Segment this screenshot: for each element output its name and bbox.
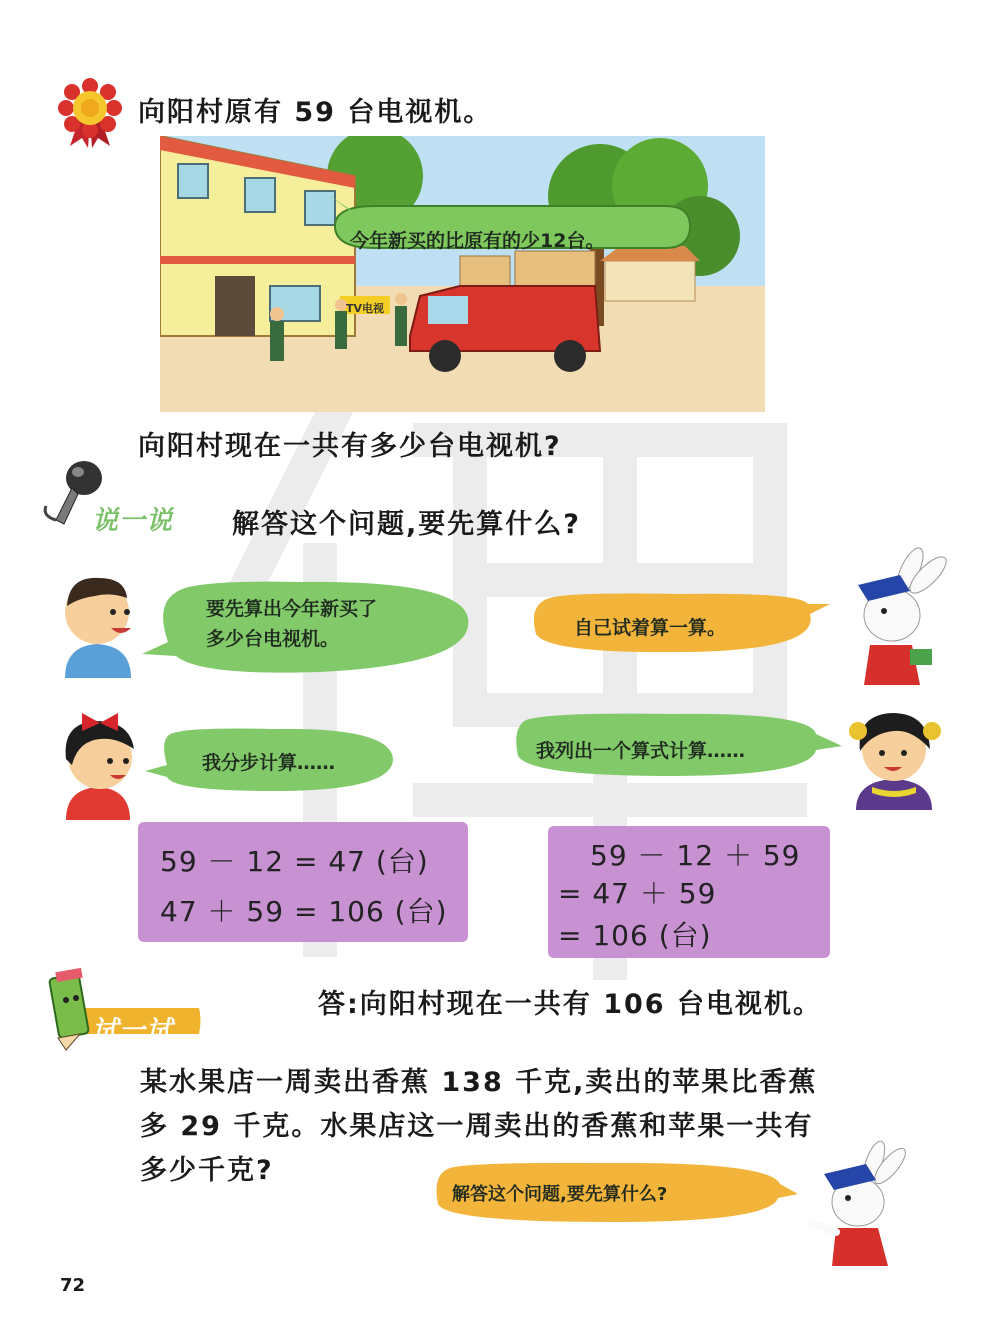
method1-box bbox=[138, 822, 468, 942]
rabbit-character-2 bbox=[808, 1140, 918, 1270]
method2-line-3: = 106 (台) bbox=[558, 919, 712, 952]
method2-line-1: 59 － 12 ＋ 59 bbox=[590, 839, 801, 872]
rabbit-hint-line: 解答这个问题,要先算什么? bbox=[452, 1184, 668, 1205]
girl-left-line: 我分步计算…… bbox=[202, 752, 336, 774]
method1-line-2: 47 ＋ 59 = 106 (台) bbox=[160, 895, 448, 928]
answer-text: 答:向阳村现在一共有 106 台电视机。 bbox=[318, 989, 822, 1020]
exercise-line-3: 多少千克? bbox=[140, 1155, 274, 1186]
exercise-line-1: 某水果店一周卖出香蕉 138 千克,卖出的苹果比香蕉 bbox=[140, 1067, 818, 1098]
shuo-yi-shuo-prompt: 解答这个问题,要先算什么? bbox=[232, 509, 581, 540]
boy-line-1: 要先算出今年新买了 bbox=[206, 598, 378, 620]
intro-text: 向阳村原有 59 台电视机。 bbox=[138, 97, 493, 128]
rabbit-line: 自己试着算一算。 bbox=[574, 617, 727, 639]
page-number: 72 bbox=[60, 1275, 86, 1296]
scene-illustration bbox=[160, 136, 765, 412]
girl-right-line: 我列出一个算式计算…… bbox=[536, 740, 746, 762]
question-text: 向阳村现在一共有多少台电视机? bbox=[138, 431, 562, 462]
rosette-icon bbox=[58, 78, 122, 148]
exercise-line-2: 多 29 千克。水果店这一周卖出的香蕉和苹果一共有 bbox=[140, 1111, 814, 1142]
truck-sign: TV电视 bbox=[346, 302, 385, 315]
scene-speech: 今年新买的比原有的少12台。 bbox=[350, 230, 605, 252]
method2-line-2: = 47 ＋ 59 bbox=[558, 877, 717, 910]
shuo-yi-shuo-label: 说一说 bbox=[92, 506, 174, 536]
method2-box bbox=[548, 826, 830, 958]
method1-line-1: 59 － 12 = 47 (台) bbox=[160, 845, 429, 878]
girl-left-character bbox=[52, 705, 147, 820]
boy-character bbox=[55, 568, 140, 678]
rabbit-character bbox=[840, 545, 950, 690]
girl-right-character bbox=[842, 695, 952, 810]
boy-line-2: 多少台电视机。 bbox=[206, 628, 340, 650]
shi-yi-shi-label: 试一试 bbox=[92, 1016, 174, 1046]
